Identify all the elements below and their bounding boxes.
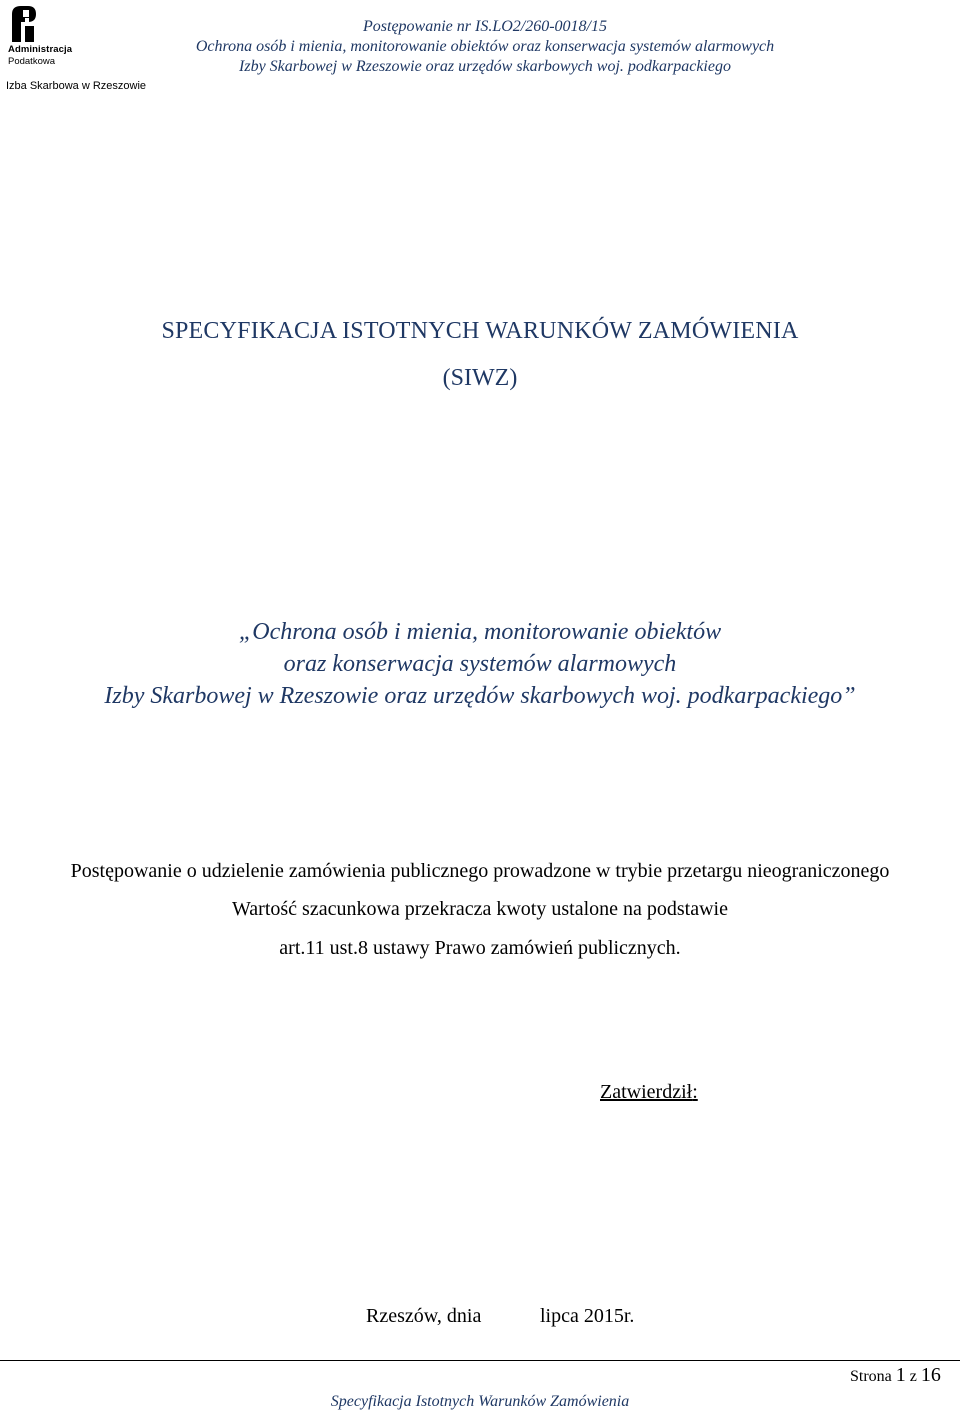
page-current: 1 <box>895 1364 906 1386</box>
document-title: SPECYFIKACJA ISTOTNYCH WARUNKÓW ZAMÓWIENIA <box>161 318 799 344</box>
subject-line2: oraz konserwacja systemów alarmowych <box>283 651 677 677</box>
place-date: lipca 2015r. <box>540 1305 635 1327</box>
footer-document-name: Specyfikacja Istotnych Warunków Zamówienia <box>330 1393 630 1410</box>
logo-text-line1: Administracja <box>8 44 73 55</box>
approval-colon: : <box>692 1081 698 1103</box>
document-subtitle: (SIWZ) <box>442 365 518 391</box>
page-separator: z <box>909 1368 917 1385</box>
header-logo <box>6 4 146 94</box>
place-text: Rzeszów, dnia <box>366 1305 482 1327</box>
page-prefix: Strona <box>850 1368 892 1385</box>
logo-unit-name: Izba Skarbowa w Rzeszowie <box>6 80 147 92</box>
footer-divider <box>0 1360 960 1361</box>
page-number <box>850 1364 941 1387</box>
tax-administration-logo-icon <box>8 4 42 44</box>
subject-line3: Izby Skarbowej w Rzeszowie oraz urzędów skarbowych woj. podkarpackiego” <box>104 683 856 709</box>
procedure-line2: Wartość szacunkowa przekracza kwoty ustalone na podstawie <box>232 898 728 920</box>
approval-label <box>600 1081 698 1104</box>
header-procedure-number: Postępowanie nr IS.LO2/260-0018/15 <box>363 18 607 35</box>
page-total: 16 <box>920 1364 941 1386</box>
procedure-line3: art.11 ust.8 ustawy Prawo zamówień publicznych. <box>279 937 681 959</box>
logo-text-line2: Podatkowa <box>8 56 56 67</box>
procedure-line1: Postępowanie o udzielenie zamówienia publicznego prowadzone w trybie przetargu nieograniczonego <box>70 860 890 882</box>
approval-label-text: Zatwierdził <box>600 1081 693 1103</box>
header-subject-line1: Ochrona osób i mienia, monitorowanie obiektów oraz konserwacja systemów alarmowych <box>195 38 775 55</box>
subject-line1: „Ochrona osób i mienia, monitorowanie obiektów <box>238 619 722 645</box>
header-subject-line2: Izby Skarbowej w Rzeszowie oraz urzędów skarbowych woj. podkarpackiego <box>239 58 731 75</box>
